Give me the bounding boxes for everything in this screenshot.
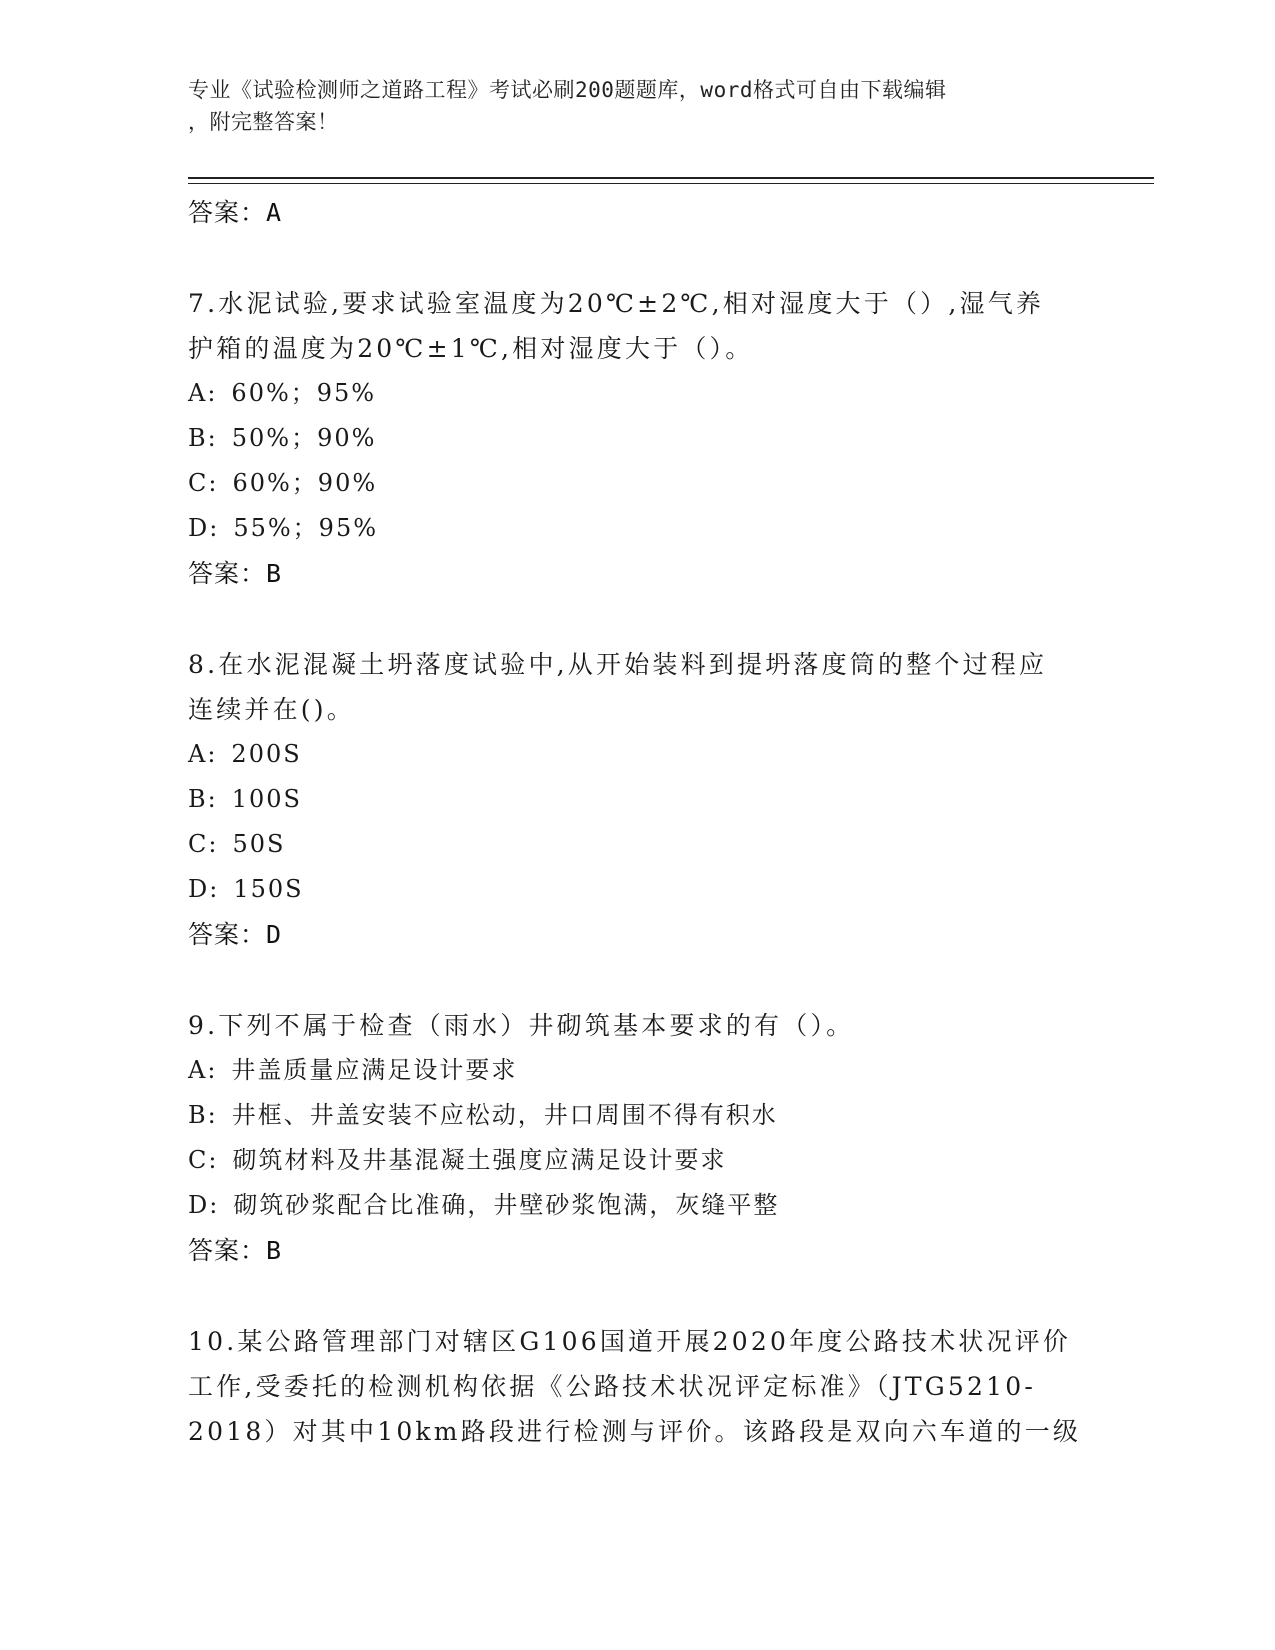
question-list bbox=[188, 190, 1088, 1454]
answer-option bbox=[188, 461, 1088, 506]
answer-option bbox=[188, 867, 1088, 912]
question-line: 7.水泥试验,要求试验室温度为20℃±2℃,相对湿度大于（）,湿气养 bbox=[188, 289, 1045, 318]
option-key: A: bbox=[188, 1056, 218, 1084]
answer-option bbox=[188, 1093, 1088, 1138]
question-line: 10.某公路管理部门对辖区G106国道开展2020年度公路技术状况评价 bbox=[188, 1327, 1072, 1356]
answer-option bbox=[188, 1048, 1088, 1093]
question-stem bbox=[188, 1319, 1088, 1454]
option-key: A: bbox=[188, 740, 218, 768]
question-block bbox=[188, 1319, 1088, 1454]
header-line-1: 专业《试验检测师之道路工程》考试必刷200题题库，word格式可自由下载编辑 bbox=[188, 78, 947, 102]
header-line-2: ，附完整答案！ bbox=[188, 110, 339, 134]
answer-line: 答案：B bbox=[188, 559, 283, 588]
question-line: 工作,受委托的检测机构依据《公路技术状况评定标准》（JTG5210- bbox=[188, 1372, 1036, 1401]
option-text: 60%；90% bbox=[232, 469, 378, 497]
answer-option bbox=[188, 416, 1088, 461]
option-key: D: bbox=[188, 1191, 220, 1219]
answer-option bbox=[188, 371, 1088, 416]
page-header bbox=[188, 74, 1068, 138]
answer-option bbox=[188, 1138, 1088, 1183]
option-text: 砌筑砂浆配合比准确，井壁砂浆饱满，灰缝平整 bbox=[233, 1191, 780, 1219]
question-line: 2018）对其中10km路段进行检测与评价。该路段是双向六车道的一级 bbox=[188, 1417, 1082, 1446]
option-text: 100S bbox=[231, 785, 302, 813]
option-text: 50%；90% bbox=[231, 424, 377, 452]
question-stem bbox=[188, 281, 1088, 371]
question-block bbox=[188, 642, 1088, 1003]
option-text: 50S bbox=[232, 830, 286, 858]
question-line: 连续并在()。 bbox=[188, 695, 355, 724]
answer-option bbox=[188, 506, 1088, 551]
question-line: 护箱的温度为20℃±1℃,相对湿度大于（）。 bbox=[188, 334, 754, 363]
option-text: 砌筑材料及井基混凝土强度应满足设计要求 bbox=[232, 1146, 727, 1174]
option-key: D: bbox=[188, 514, 220, 542]
header-rule-thin bbox=[188, 183, 1154, 184]
question-block bbox=[188, 1003, 1088, 1319]
header-rule-thick bbox=[188, 177, 1154, 179]
answer-line: 答案：B bbox=[188, 1236, 283, 1265]
question-block bbox=[188, 190, 1088, 281]
option-key: B: bbox=[188, 785, 218, 813]
answer-option bbox=[188, 732, 1088, 777]
option-text: 井框、井盖安装不应松动，井口周围不得有积水 bbox=[231, 1101, 778, 1129]
option-key: A: bbox=[188, 379, 218, 407]
option-text: 55%；95% bbox=[233, 514, 379, 542]
answer-option bbox=[188, 822, 1088, 867]
question-block bbox=[188, 281, 1088, 642]
answer-line: 答案：A bbox=[188, 198, 283, 227]
answer-option bbox=[188, 1183, 1088, 1228]
option-text: 井盖质量应满足设计要求 bbox=[231, 1056, 518, 1084]
option-key: C: bbox=[188, 1146, 219, 1174]
question-line: 8.在水泥混凝土坍落度试验中,从开始装料到提坍落度筒的整个过程应 bbox=[188, 650, 1048, 679]
option-key: D: bbox=[188, 875, 220, 903]
answer-option bbox=[188, 777, 1088, 822]
option-text: 150S bbox=[233, 875, 304, 903]
option-key: B: bbox=[188, 1101, 218, 1129]
option-key: B: bbox=[188, 424, 218, 452]
option-text: 200S bbox=[231, 740, 302, 768]
question-line: 9.下列不属于检查（雨水）井砌筑基本要求的有（）。 bbox=[188, 1011, 855, 1040]
option-text: 60%；95% bbox=[231, 379, 377, 407]
option-key: C: bbox=[188, 830, 219, 858]
question-stem bbox=[188, 642, 1088, 732]
question-stem bbox=[188, 1003, 1088, 1048]
option-key: C: bbox=[188, 469, 219, 497]
answer-line: 答案：D bbox=[188, 920, 283, 949]
